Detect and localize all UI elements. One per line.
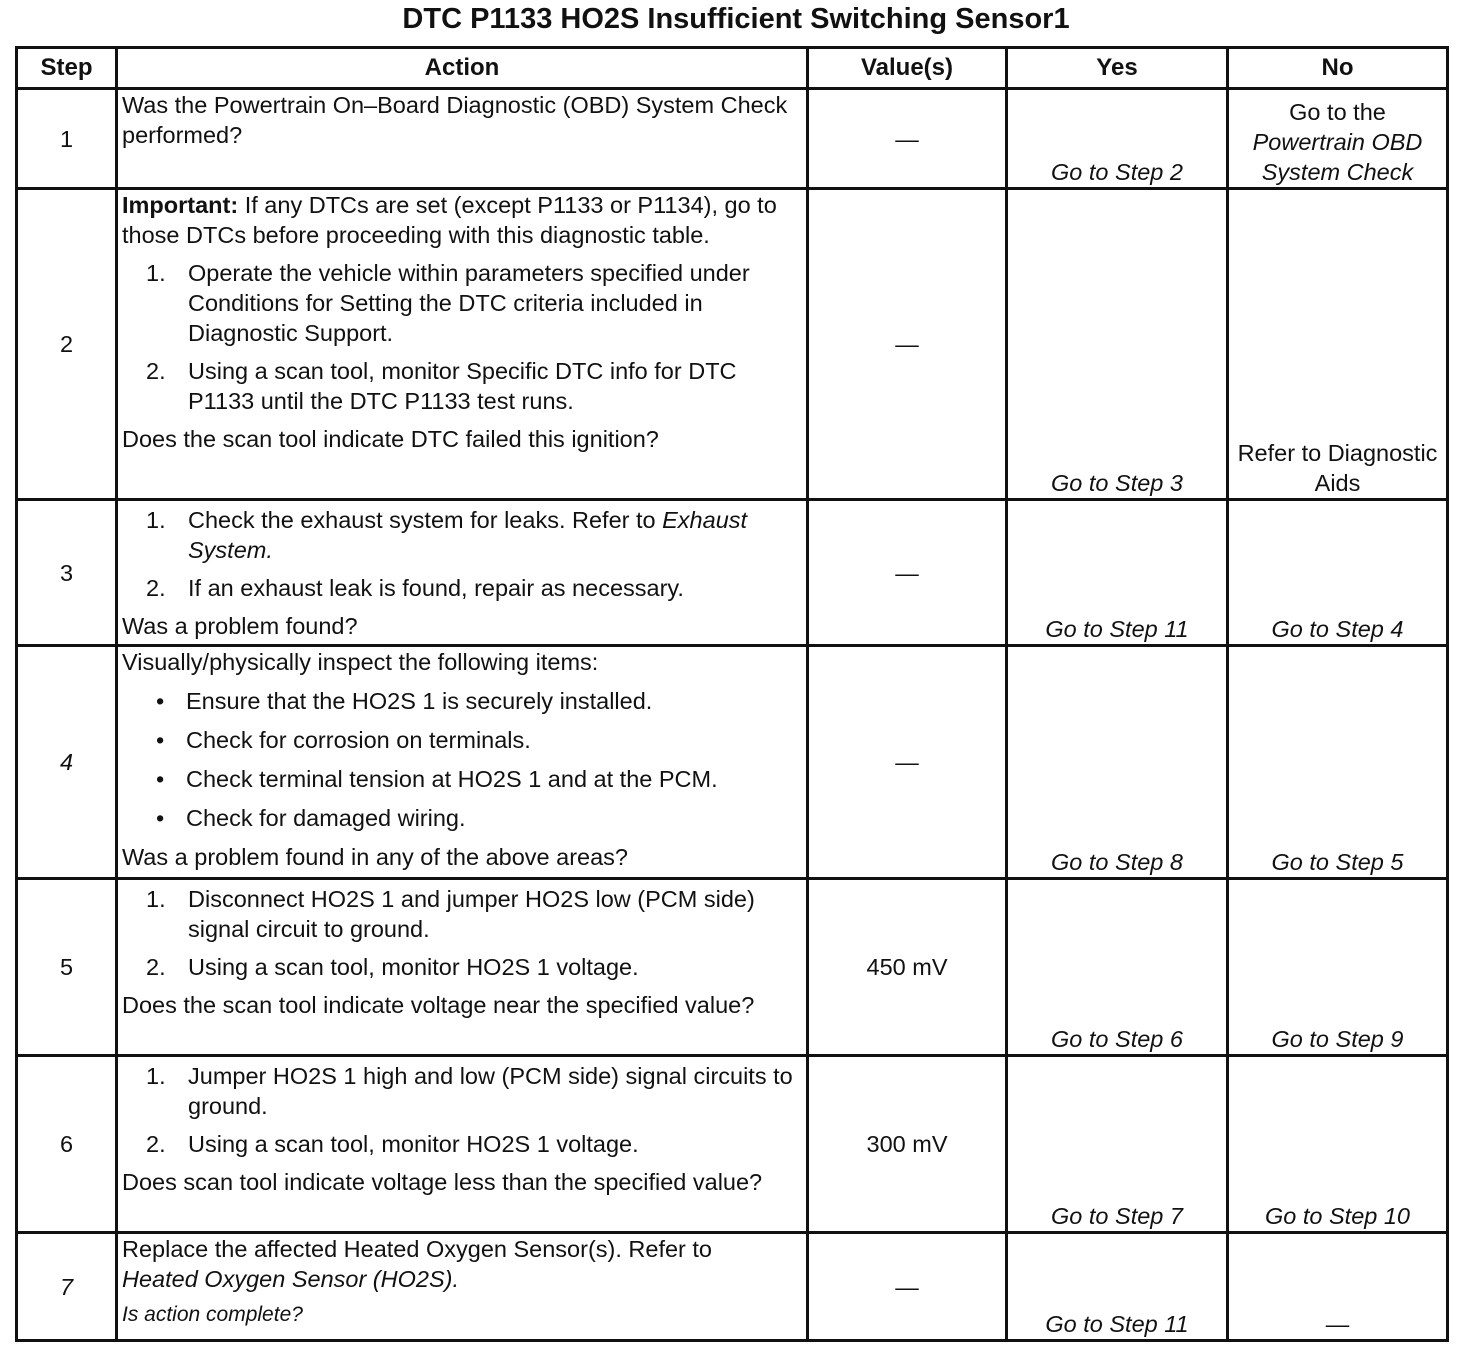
step-number: 7 xyxy=(17,1233,117,1341)
list-item xyxy=(156,764,802,794)
no-cell xyxy=(1228,89,1448,189)
action-cell xyxy=(117,189,808,500)
action-cell xyxy=(117,89,808,189)
list-item xyxy=(146,1061,802,1121)
step-number: 1 xyxy=(17,89,117,189)
table-row xyxy=(17,646,1448,879)
action-text-main: Replace the affected Heated Oxygen Sensor(s). Refer to xyxy=(122,1236,713,1262)
table-row xyxy=(17,879,1448,1056)
yes-cell: Go to Step 6 xyxy=(1007,879,1228,1056)
header-yes: Yes xyxy=(1007,48,1228,89)
item-text: Using a scan tool, monitor HO2S 1 voltage. xyxy=(188,1131,639,1157)
action-cell xyxy=(117,1233,808,1341)
list-item xyxy=(146,258,802,348)
item-text: Ensure that the HO2S 1 is securely installed. xyxy=(186,688,653,714)
header-values: Value(s) xyxy=(808,48,1007,89)
item-number: 2. xyxy=(146,1131,166,1157)
item-text: Operate the vehicle within parameters specified under Conditions for Setting the DTC criteria included in Diagnostic Support. xyxy=(188,260,750,346)
item-text: Check for damaged wiring. xyxy=(186,805,466,831)
item-number: 2. xyxy=(146,954,166,980)
item-number: 1. xyxy=(146,260,166,286)
table-row xyxy=(17,89,1448,189)
item-number: 2. xyxy=(146,358,166,384)
table-row xyxy=(17,1056,1448,1233)
no-cell: Go to Step 5 xyxy=(1228,646,1448,879)
list-item xyxy=(146,573,802,603)
step-number: 6 xyxy=(17,1056,117,1233)
question-text: Does the scan tool indicate voltage near the specified value? xyxy=(122,992,755,1018)
step-number: 5 xyxy=(17,879,117,1056)
page-title: DTC P1133 HO2S Insufficient Switching Sensor1 xyxy=(402,3,1070,35)
header-step: Step xyxy=(17,48,117,89)
item-reference: Exhaust System. xyxy=(188,507,748,563)
question-text: Was a problem found in any of the above areas? xyxy=(122,844,628,870)
item-number: 1. xyxy=(146,507,166,533)
diagnostic-table xyxy=(15,46,1449,1342)
step-number: 3 xyxy=(17,500,117,646)
item-text: If an exhaust leak is found, repair as necessary. xyxy=(188,575,684,601)
value-cell: 450 mV xyxy=(808,879,1007,1056)
list-item xyxy=(156,725,802,755)
step-number: 4 xyxy=(17,646,117,879)
item-text: Disconnect HO2S 1 and jumper HO2S low (PCM side) signal circuit to ground. xyxy=(188,886,755,942)
action-cell xyxy=(117,646,808,879)
bullet-icon: • xyxy=(156,805,165,831)
no-cell: Go to Step 9 xyxy=(1228,879,1448,1056)
no-cell: — xyxy=(1228,1233,1448,1341)
item-text: Jumper HO2S 1 high and low (PCM side) signal circuits to ground. xyxy=(188,1063,793,1119)
item-text: Using a scan tool, monitor HO2S 1 voltage. xyxy=(188,954,639,980)
header-action: Action xyxy=(117,48,808,89)
no-cell: Go to Step 4 xyxy=(1228,500,1448,646)
value-cell: 300 mV xyxy=(808,1056,1007,1233)
table-row xyxy=(17,500,1448,646)
yes-cell: Go to Step 7 xyxy=(1007,1056,1228,1233)
item-number: 1. xyxy=(146,886,166,912)
action-text xyxy=(122,1234,802,1294)
intro-text: Visually/physically inspect the following items: xyxy=(122,649,599,675)
list-item xyxy=(146,505,802,565)
list-item xyxy=(146,1129,802,1159)
list-item xyxy=(146,952,802,982)
list-item xyxy=(156,803,802,833)
yes-cell: Go to Step 11 xyxy=(1007,1233,1228,1341)
action-reference: Heated Oxygen Sensor (HO2S). xyxy=(122,1266,459,1292)
item-text: Check for corrosion on terminals. xyxy=(186,727,531,753)
question-text: Was a problem found? xyxy=(122,613,358,639)
list-item xyxy=(156,686,802,716)
no-line1: Go to the xyxy=(1289,99,1386,125)
step-number: 2 xyxy=(17,189,117,500)
value-cell: — xyxy=(808,646,1007,879)
important-note xyxy=(122,190,802,250)
question-text: Does the scan tool indicate DTC failed this ignition? xyxy=(122,426,659,452)
bullet-icon: • xyxy=(156,766,165,792)
list-item xyxy=(146,356,802,416)
no-cell: Go to Step 10 xyxy=(1228,1056,1448,1233)
yes-cell: Go to Step 2 xyxy=(1007,89,1228,189)
value-cell: — xyxy=(808,500,1007,646)
action-cell xyxy=(117,1056,808,1233)
no-line2: Powertrain OBD System Check xyxy=(1252,129,1423,185)
action-cell xyxy=(117,879,808,1056)
bullet-icon: • xyxy=(156,688,165,714)
no-cell: Refer to Diagnostic Aids xyxy=(1228,189,1448,500)
yes-cell: Go to Step 3 xyxy=(1007,189,1228,500)
item-text-main: Check the exhaust system for leaks. Refer to xyxy=(188,507,656,533)
value-cell: — xyxy=(808,1233,1007,1341)
bullet-icon: • xyxy=(156,727,165,753)
table-row xyxy=(17,1233,1448,1341)
yes-cell: Go to Step 11 xyxy=(1007,500,1228,646)
item-text: Using a scan tool, monitor Specific DTC info for DTC P1133 until the DTC P1133 test runs. xyxy=(188,358,737,414)
table-header-row xyxy=(17,48,1448,89)
yes-cell: Go to Step 8 xyxy=(1007,646,1228,879)
item-number: 2. xyxy=(146,575,166,601)
action-cell xyxy=(117,500,808,646)
list-item xyxy=(146,884,802,944)
header-no: No xyxy=(1228,48,1448,89)
item-text: Check terminal tension at HO2S 1 and at the PCM. xyxy=(186,766,718,792)
important-label: Important: xyxy=(122,192,239,218)
action-text: Was the Powertrain On–Board Diagnostic (OBD) System Check performed? xyxy=(122,92,788,148)
important-text: If any DTCs are set (except P1133 or P1134), go to those DTCs before proceeding with this diagnostic table. xyxy=(122,192,777,248)
question-text: Does scan tool indicate voltage less than the specified value? xyxy=(122,1169,763,1195)
value-cell: — xyxy=(808,189,1007,500)
question-text: Is action complete? xyxy=(122,1303,303,1326)
table-row xyxy=(17,189,1448,500)
value-cell: — xyxy=(808,89,1007,189)
item-text xyxy=(188,505,802,565)
item-number: 1. xyxy=(146,1063,166,1089)
